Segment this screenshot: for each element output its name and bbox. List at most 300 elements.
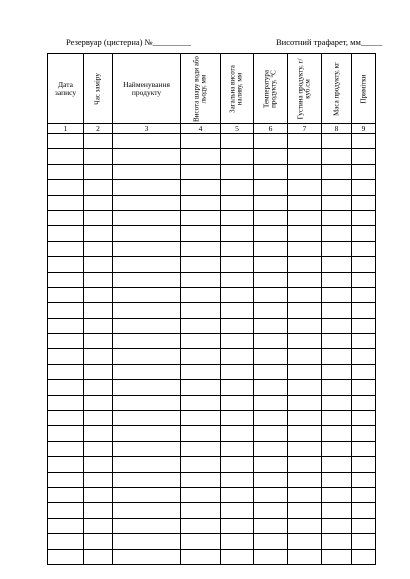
table-cell[interactable] [322,364,352,379]
table-cell[interactable] [254,287,288,302]
table-cell[interactable] [322,441,352,456]
table-row [48,210,376,225]
table-cell[interactable] [352,411,376,426]
table-cell[interactable] [221,195,254,210]
table-row [48,487,376,502]
table-cell[interactable] [254,380,288,395]
col-number: 6 [254,124,288,134]
table-cell[interactable] [113,534,181,549]
table-cell[interactable] [84,134,113,149]
measurement-log-table [47,53,376,565]
table-cell[interactable] [48,134,84,149]
table-row [48,364,376,379]
table-cell[interactable] [84,287,113,302]
table-cell[interactable] [254,334,288,349]
table-cell[interactable] [181,195,221,210]
table-cell[interactable] [84,241,113,256]
table-cell[interactable] [322,303,352,318]
table-cell[interactable] [84,364,113,379]
table-cell[interactable] [48,257,84,272]
table-cell[interactable] [254,395,288,410]
table-cell[interactable] [288,149,322,164]
table-cell[interactable] [221,287,254,302]
table-cell[interactable] [352,395,376,410]
table-cell[interactable] [288,380,322,395]
table-cell[interactable] [113,518,181,533]
table-cell[interactable] [48,487,84,502]
table-cell[interactable] [352,441,376,456]
table-cell[interactable] [48,334,84,349]
table-cell[interactable] [221,487,254,502]
table-cell[interactable] [254,318,288,333]
table-cell[interactable] [288,472,322,487]
table-cell[interactable] [113,334,181,349]
table-cell[interactable] [221,411,254,426]
table-cell[interactable] [288,457,322,472]
table-cell[interactable] [352,472,376,487]
table-cell[interactable] [48,534,84,549]
table-cell[interactable] [322,349,352,364]
table-cell[interactable] [113,441,181,456]
table-cell[interactable] [84,395,113,410]
table-row [48,457,376,472]
table-row [48,149,376,164]
table-cell[interactable] [48,518,84,533]
table-cell[interactable] [84,441,113,456]
table-cell[interactable] [254,534,288,549]
table-cell[interactable] [221,380,254,395]
table-cell[interactable] [181,472,221,487]
table-cell[interactable] [181,226,221,241]
table-cell[interactable] [113,472,181,487]
table-cell[interactable] [352,272,376,287]
table-cell[interactable] [84,164,113,179]
table-row [48,380,376,395]
table-cell[interactable] [221,226,254,241]
table-cell[interactable] [352,287,376,302]
table-cell[interactable] [221,441,254,456]
table-cell[interactable] [322,149,352,164]
table-cell[interactable] [84,549,113,564]
table-cell[interactable] [352,241,376,256]
col-header-water-height: Висота шару води або льоду, мм [181,54,221,124]
col-header-total-height: Загальна висота наливу, мм [221,54,254,124]
table-cell[interactable] [288,303,322,318]
table-cell[interactable] [48,226,84,241]
table-cell[interactable] [352,257,376,272]
table-cell[interactable] [84,426,113,441]
table-cell[interactable] [352,534,376,549]
table-cell[interactable] [84,457,113,472]
table-cell[interactable] [254,149,288,164]
col-number: 9 [352,124,376,134]
table-cell[interactable] [254,487,288,502]
table-cell[interactable] [254,441,288,456]
table-cell[interactable] [84,487,113,502]
table-row [48,518,376,533]
table-cell[interactable] [113,487,181,502]
table-cell[interactable] [254,303,288,318]
table-row [48,241,376,256]
table-cell[interactable] [113,287,181,302]
table-cell[interactable] [288,226,322,241]
table-cell[interactable] [181,164,221,179]
table-cell[interactable] [221,349,254,364]
table-cell[interactable] [254,180,288,195]
table-cell[interactable] [254,503,288,518]
table-cell[interactable] [113,149,181,164]
table-cell[interactable] [352,503,376,518]
table-cell[interactable] [221,503,254,518]
table-cell[interactable] [113,426,181,441]
column-number-row [48,124,376,134]
table-row [48,195,376,210]
table-cell[interactable] [84,503,113,518]
table-cell[interactable] [84,180,113,195]
table-cell[interactable] [48,380,84,395]
table-cell[interactable] [84,257,113,272]
table-cell[interactable] [181,149,221,164]
table-cell[interactable] [254,226,288,241]
table-cell[interactable] [288,503,322,518]
table-cell[interactable] [48,411,84,426]
table-cell[interactable] [221,257,254,272]
table-cell[interactable] [288,318,322,333]
table-cell[interactable] [322,287,352,302]
table-cell[interactable] [254,210,288,225]
table-cell[interactable] [352,164,376,179]
table-cell[interactable] [288,210,322,225]
table-cell[interactable] [254,134,288,149]
table-cell[interactable] [48,457,84,472]
table-cell[interactable] [288,364,322,379]
table-cell[interactable] [254,349,288,364]
table-cell[interactable] [113,164,181,179]
table-cell[interactable] [113,395,181,410]
table-cell[interactable] [48,287,84,302]
table-cell[interactable] [48,318,84,333]
table-cell[interactable] [48,195,84,210]
table-cell[interactable] [181,257,221,272]
table-cell[interactable] [322,426,352,441]
table-cell[interactable] [181,380,221,395]
table-cell[interactable] [48,395,84,410]
table-cell[interactable] [288,534,322,549]
table-row [48,287,376,302]
col-header-mass: Маса продукту, кг [322,54,352,124]
table-cell[interactable] [84,318,113,333]
table-cell[interactable] [84,334,113,349]
table-cell[interactable] [352,303,376,318]
table-cell[interactable] [288,487,322,502]
table-cell[interactable] [113,349,181,364]
table-cell[interactable] [352,380,376,395]
table-cell[interactable] [181,411,221,426]
table-cell[interactable] [181,334,221,349]
table-cell[interactable] [48,149,84,164]
table-cell[interactable] [352,180,376,195]
table-cell[interactable] [48,549,84,564]
table-cell[interactable] [352,318,376,333]
col-header-density: Густина продукту, г/куб.см [288,54,322,124]
table-cell[interactable] [322,180,352,195]
table-cell[interactable] [113,364,181,379]
table-cell[interactable] [181,395,221,410]
table-cell[interactable] [352,426,376,441]
table-cell[interactable] [113,195,181,210]
table-cell[interactable] [84,349,113,364]
table-cell[interactable] [322,457,352,472]
table-cell[interactable] [181,426,221,441]
table-cell[interactable] [113,272,181,287]
table-cell[interactable] [288,549,322,564]
table-cell[interactable] [84,195,113,210]
table-cell[interactable] [221,318,254,333]
table-cell[interactable] [48,426,84,441]
table-cell[interactable] [221,164,254,179]
table-cell[interactable] [254,411,288,426]
table-cell[interactable] [352,487,376,502]
table-cell[interactable] [113,457,181,472]
table-cell[interactable] [352,226,376,241]
table-cell[interactable] [288,426,322,441]
table-cell[interactable] [48,503,84,518]
table-cell[interactable] [288,287,322,302]
table-cell[interactable] [113,226,181,241]
table-cell[interactable] [113,210,181,225]
table-cell[interactable] [113,503,181,518]
table-cell[interactable] [48,303,84,318]
table-cell[interactable] [181,180,221,195]
col-header-temperature: Температура продукту, °С [254,54,288,124]
table-cell[interactable] [113,380,181,395]
table-cell[interactable] [322,210,352,225]
table-cell[interactable] [322,257,352,272]
table-cell[interactable] [221,303,254,318]
table-cell[interactable] [352,334,376,349]
table-cell[interactable] [254,195,288,210]
table-cell[interactable] [322,195,352,210]
table-cell[interactable] [181,518,221,533]
table-cell[interactable] [322,134,352,149]
table-cell[interactable] [322,241,352,256]
table-row [48,395,376,410]
table-cell[interactable] [322,411,352,426]
col-number: 5 [221,124,254,134]
table-cell[interactable] [322,487,352,502]
table-cell[interactable] [221,457,254,472]
table-row [48,503,376,518]
table-cell[interactable] [113,411,181,426]
table-cell[interactable] [322,549,352,564]
table-cell[interactable] [322,272,352,287]
table-cell[interactable] [48,180,84,195]
table-cell[interactable] [48,164,84,179]
table-cell[interactable] [352,134,376,149]
table-cell[interactable] [322,534,352,549]
table-cell[interactable] [84,226,113,241]
table-row [48,441,376,456]
table-cell[interactable] [288,518,322,533]
table-cell[interactable] [181,134,221,149]
table-cell[interactable] [84,272,113,287]
table-cell[interactable] [352,457,376,472]
table-cell[interactable] [221,272,254,287]
table-cell[interactable] [221,518,254,533]
log-body [48,134,376,565]
table-cell[interactable] [221,395,254,410]
table-cell[interactable] [288,241,322,256]
table-cell[interactable] [254,518,288,533]
table-row [48,180,376,195]
table-cell[interactable] [113,180,181,195]
table-cell[interactable] [352,210,376,225]
table-cell[interactable] [221,334,254,349]
table-cell[interactable] [352,364,376,379]
table-cell[interactable] [113,257,181,272]
table-cell[interactable] [322,164,352,179]
table-row [48,411,376,426]
table-cell[interactable] [84,411,113,426]
table-cell[interactable] [221,134,254,149]
table-cell[interactable] [48,472,84,487]
table-cell[interactable] [322,226,352,241]
table-cell[interactable] [221,534,254,549]
table-cell[interactable] [221,149,254,164]
table-cell[interactable] [322,503,352,518]
table-cell[interactable] [352,149,376,164]
table-row [48,318,376,333]
table-cell[interactable] [288,164,322,179]
table-row [48,303,376,318]
table-cell[interactable] [254,164,288,179]
table-cell[interactable] [181,272,221,287]
table-cell[interactable] [181,487,221,502]
table-cell[interactable] [254,457,288,472]
table-cell[interactable] [48,272,84,287]
table-cell[interactable] [181,303,221,318]
table-cell[interactable] [181,503,221,518]
table-cell[interactable] [352,549,376,564]
table-cell[interactable] [181,241,221,256]
table-cell[interactable] [221,241,254,256]
table-cell[interactable] [84,472,113,487]
table-cell[interactable] [288,180,322,195]
col-number: 3 [113,124,181,134]
table-cell[interactable] [181,287,221,302]
table-cell[interactable] [113,303,181,318]
table-cell[interactable] [181,318,221,333]
table-row [48,472,376,487]
table-cell[interactable] [322,395,352,410]
table-cell[interactable] [84,303,113,318]
table-cell[interactable] [352,195,376,210]
table-cell[interactable] [288,257,322,272]
table-row [48,549,376,564]
table-row [48,272,376,287]
table-cell[interactable] [221,549,254,564]
col-header-product-name: Найменування продукту [113,54,181,124]
table-cell[interactable] [181,534,221,549]
table-cell[interactable] [254,472,288,487]
col-number: 7 [288,124,322,134]
table-cell[interactable] [288,272,322,287]
table-cell[interactable] [221,210,254,225]
table-cell[interactable] [322,318,352,333]
table-cell[interactable] [352,349,376,364]
height-stencil-label: Висотний трафарет, мм_____ [276,37,383,47]
table-cell[interactable] [113,134,181,149]
table-cell[interactable] [181,364,221,379]
table-cell[interactable] [288,134,322,149]
table-cell[interactable] [352,518,376,533]
table-cell[interactable] [113,318,181,333]
table-cell[interactable] [48,210,84,225]
table-cell[interactable] [322,380,352,395]
table-cell[interactable] [254,272,288,287]
table-cell[interactable] [254,549,288,564]
table-cell[interactable] [322,334,352,349]
table-cell[interactable] [288,411,322,426]
table-cell[interactable] [181,457,221,472]
col-header-notes: Примітки [352,54,376,124]
table-cell[interactable] [181,210,221,225]
table-cell[interactable] [254,241,288,256]
table-cell[interactable] [221,364,254,379]
table-cell[interactable] [254,257,288,272]
table-cell[interactable] [84,210,113,225]
table-cell[interactable] [288,395,322,410]
col-header-date: Дата запису [48,54,84,124]
table-cell[interactable] [221,180,254,195]
table-cell[interactable] [288,334,322,349]
table-row [48,257,376,272]
table-cell[interactable] [288,441,322,456]
table-cell[interactable] [84,518,113,533]
table-cell[interactable] [221,472,254,487]
col-number: 8 [322,124,352,134]
table-row [48,164,376,179]
table-cell[interactable] [84,380,113,395]
table-cell[interactable] [322,472,352,487]
table-cell[interactable] [84,149,113,164]
table-cell[interactable] [48,349,84,364]
table-cell[interactable] [288,349,322,364]
col-header-time: Час заміру [84,54,113,124]
table-cell[interactable] [48,441,84,456]
table-cell[interactable] [181,349,221,364]
table-cell[interactable] [288,195,322,210]
table-row [48,134,376,149]
table-cell[interactable] [113,549,181,564]
table-cell[interactable] [48,364,84,379]
table-cell[interactable] [254,426,288,441]
table-cell[interactable] [181,549,221,564]
column-header-row [48,54,376,124]
table-cell[interactable] [322,518,352,533]
table-row [48,349,376,364]
col-number: 1 [48,124,84,134]
table-cell[interactable] [221,426,254,441]
table-row [48,534,376,549]
table-cell[interactable] [181,441,221,456]
table-cell[interactable] [113,241,181,256]
table-cell[interactable] [48,241,84,256]
tank-number-label: Резервуар (цистерна) №_________ [66,37,191,47]
col-number: 4 [181,124,221,134]
table-cell[interactable] [254,364,288,379]
table-cell[interactable] [84,534,113,549]
